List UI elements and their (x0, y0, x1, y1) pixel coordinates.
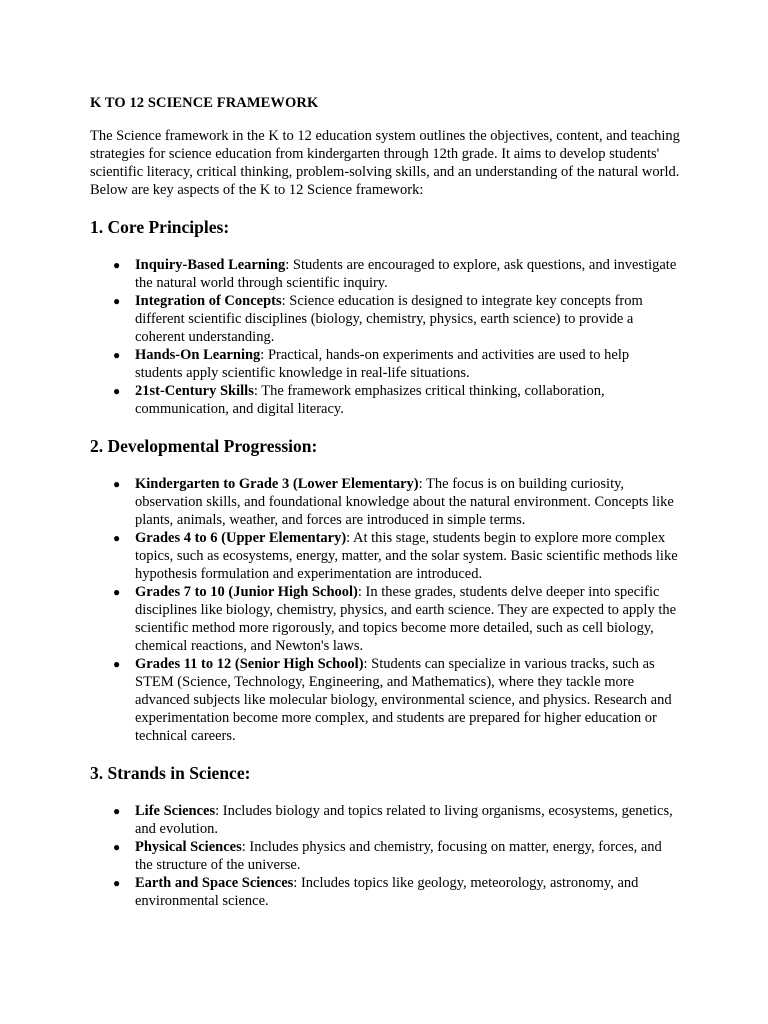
item-term: Integration of Concepts (135, 293, 282, 309)
item-text: : The framework emphasizes critical thinking, collaboration, communication, and digital literacy. (135, 383, 605, 417)
item-term: Kindergarten to Grade 3 (Lower Elementary) (135, 476, 419, 492)
list-item (90, 256, 680, 292)
bullet-icon: ● (113, 531, 121, 545)
list-item (90, 529, 680, 583)
item-term: Grades 4 to 6 (Upper Elementary) (135, 530, 347, 546)
list-item (90, 382, 680, 418)
section-heading: 3. Strands in Science: (90, 763, 251, 783)
section-heading: 2. Developmental Progression: (90, 436, 318, 456)
section-strands-in-science (90, 762, 680, 910)
item-term: Grades 7 to 10 (Junior High School) (135, 584, 358, 600)
bullet-icon: ● (113, 294, 121, 308)
item-term: 21st-Century Skills (135, 383, 254, 399)
item-text: : Includes biology and topics related to living organisms, ecosystems, genetics, and evolution. (135, 803, 673, 837)
list-item (90, 346, 680, 382)
section-core-principles (90, 216, 680, 418)
item-text: : At this stage, students begin to explore more complex topics, such as ecosystems, energy, matter, and the solar system. Basic scientific methods like hypothesis formulation and experimentation are introduced. (135, 530, 678, 582)
bullet-icon: ● (113, 348, 121, 362)
list-item (90, 874, 680, 910)
bullet-icon: ● (113, 258, 121, 272)
item-term: Earth and Space Sciences (135, 875, 294, 891)
section-developmental-progression (90, 435, 680, 745)
item-term: Physical Sciences (135, 839, 242, 855)
intro-paragraph: The Science framework in the K to 12 education system outlines the objectives, content, and teaching strategies for science education from kindergarten through 12th grade. It aims to develop students' scientific literacy, critical thinking, problem-solving skills, and an understanding of the natural world. Below are key aspects of the K to 12 Science framework: (90, 128, 680, 198)
bullet-list (90, 475, 680, 745)
document-title: K TO 12 SCIENCE FRAMEWORK (90, 95, 319, 111)
list-item (90, 655, 680, 745)
document-page (90, 94, 680, 927)
item-text: : In these grades, students delve deeper into specific disciplines like biology, chemistry, physics, and earth science. They are expected to apply the scientific method more rigorously, and topics become more detailed, such as cell biology, chemical reactions, and Newton's laws. (135, 584, 677, 654)
item-term: Life Sciences (135, 803, 216, 819)
list-item (90, 802, 680, 838)
item-text: : The focus is on building curiosity, observation skills, and foundational knowledge about the natural environment. Concepts like plants, animals, weather, and forces are introduced in simple terms. (135, 476, 674, 528)
list-item (90, 292, 680, 346)
bullet-list (90, 256, 680, 418)
bullet-icon: ● (113, 876, 121, 890)
bullet-icon: ● (113, 585, 121, 599)
item-term: Inquiry-Based Learning (135, 257, 286, 273)
item-text: : Includes topics like geology, meteorology, astronomy, and environmental science. (135, 875, 639, 909)
list-item (90, 838, 680, 874)
bullet-icon: ● (113, 477, 121, 491)
bullet-list (90, 802, 680, 910)
bullet-icon: ● (113, 657, 121, 671)
item-text: : Includes physics and chemistry, focusing on matter, energy, forces, and the structure of the universe. (135, 839, 662, 873)
list-item (90, 475, 680, 529)
bullet-icon: ● (113, 804, 121, 818)
item-text: : Practical, hands-on experiments and activities are used to help students apply scientific knowledge in real-life situations. (135, 347, 630, 381)
section-heading: 1. Core Principles: (90, 217, 230, 237)
item-text: : Students can specialize in various tracks, such as STEM (Science, Technology, Engineering, and Mathematics), where they tackle more advanced subjects like molecular biology, environmental science, and physics. Research and experimentation become more complex, and students are prepared for higher education or technical careers. (135, 656, 672, 744)
bullet-icon: ● (113, 840, 121, 854)
list-item (90, 583, 680, 655)
item-text: : Science education is designed to integrate key concepts from different scientific disciplines (biology, chemistry, physics, earth science) to provide a coherent understanding. (135, 293, 643, 345)
item-term: Hands-On Learning (135, 347, 261, 363)
item-term: Grades 11 to 12 (Senior High School) (135, 656, 364, 672)
bullet-icon: ● (113, 384, 121, 398)
item-text: : Students are encouraged to explore, ask questions, and investigate the natural world through scientific inquiry. (135, 257, 677, 291)
